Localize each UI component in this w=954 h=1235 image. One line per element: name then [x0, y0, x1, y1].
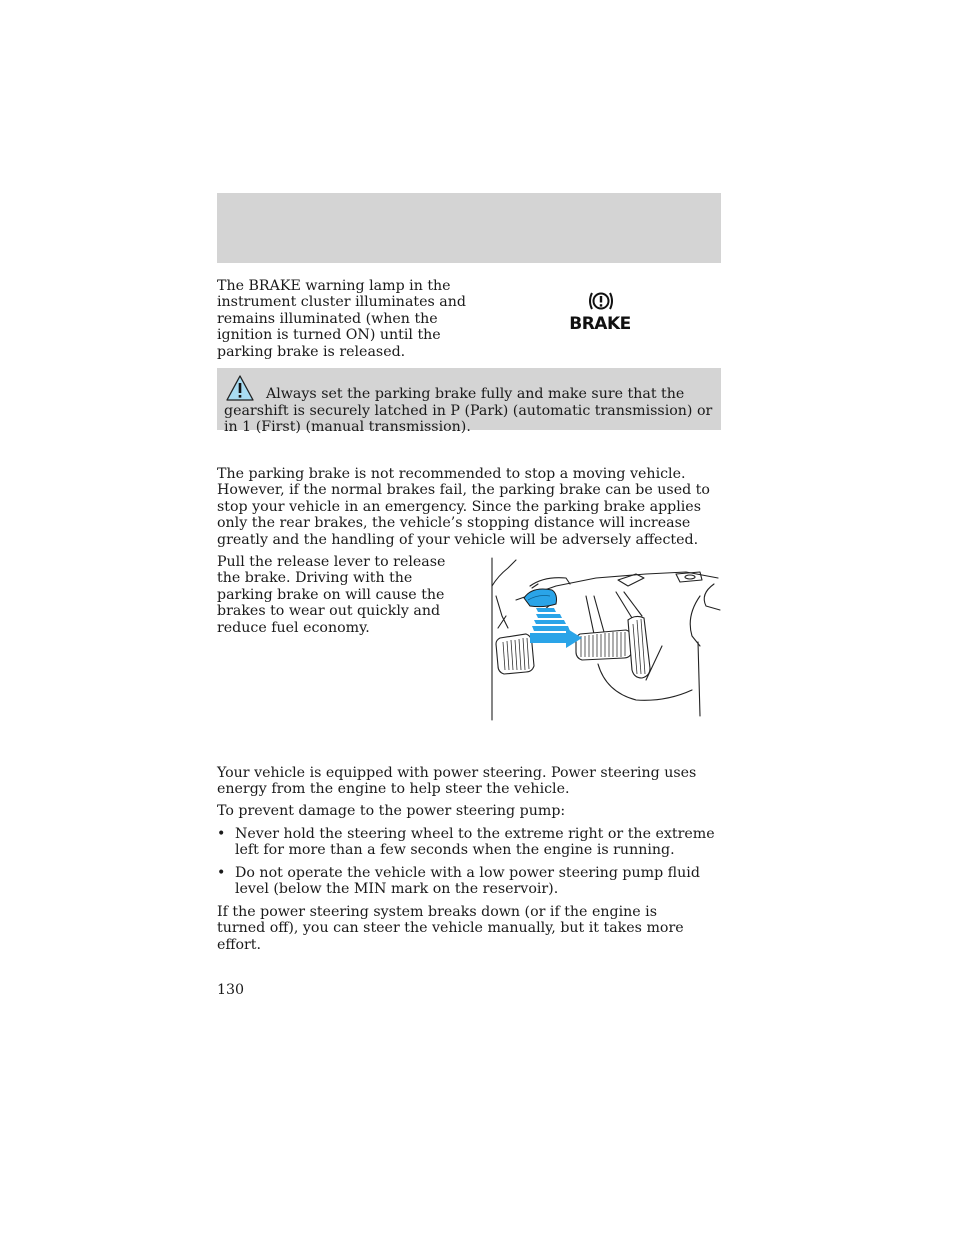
list-item	[217, 826, 723, 860]
warning-text: Always set the parking brake fully and make sure that the gearshift is securely latched in P (Park) (automatic transmission) or in 1 (First) (manual transmission).	[224, 386, 713, 435]
parking-brake-emergency-text: The parking brake is not recommended to stop a moving vehicle. However, if the normal brakes fail, the parking brake can be used to stop your vehicle in an emergency. Since the parking brake applies only the rear brakes, the vehicle’s stopping distance will increase greatly and the handling of your vehicle will be adversely affected.	[217, 466, 710, 548]
bullet-text: Never hold the steering wheel to the extreme right or the extreme left for more than a few seconds when the engine is running.	[235, 826, 715, 859]
page-number: 130	[217, 982, 245, 998]
brake-warning-lamp	[560, 290, 640, 338]
bullet-text: Do not operate the vehicle with a low power steering pump fluid level (below the MIN mark on the reservoir).	[235, 865, 700, 898]
list-item	[217, 865, 723, 899]
section-header-band	[217, 193, 721, 263]
bullet-marker: •	[217, 865, 226, 881]
release-instructions-text: Pull the release lever to release the brake. Driving with the parking brake on will cause the brakes to wear out quickly and reduce fuel economy.	[217, 554, 446, 636]
pedals-illustration-svg	[486, 556, 724, 722]
power-steering-breakdown-text: If the power steering system breaks down (or if the engine is turned off), you can steer the vehicle manually, but it takes more effort.	[217, 904, 684, 953]
warning-box	[217, 368, 721, 435]
bullet-marker: •	[217, 826, 226, 842]
power-steering-intro: Your vehicle is equipped with power steering. Power steering uses energy from the engine to help steer the vehicle.	[217, 765, 697, 798]
brake-lamp-description: The BRAKE warning lamp in the instrument cluster illuminates and remains illuminated (when the ignition is turned ON) until the parking brake is released.	[217, 278, 466, 360]
parking-brake-release-lever-illustration	[486, 556, 724, 722]
brake-lamp-label: BRAKE	[569, 314, 631, 334]
brake-warning-symbol-icon	[587, 290, 615, 312]
power-steering-prevent-heading: To prevent damage to the power steering pump:	[217, 803, 566, 819]
